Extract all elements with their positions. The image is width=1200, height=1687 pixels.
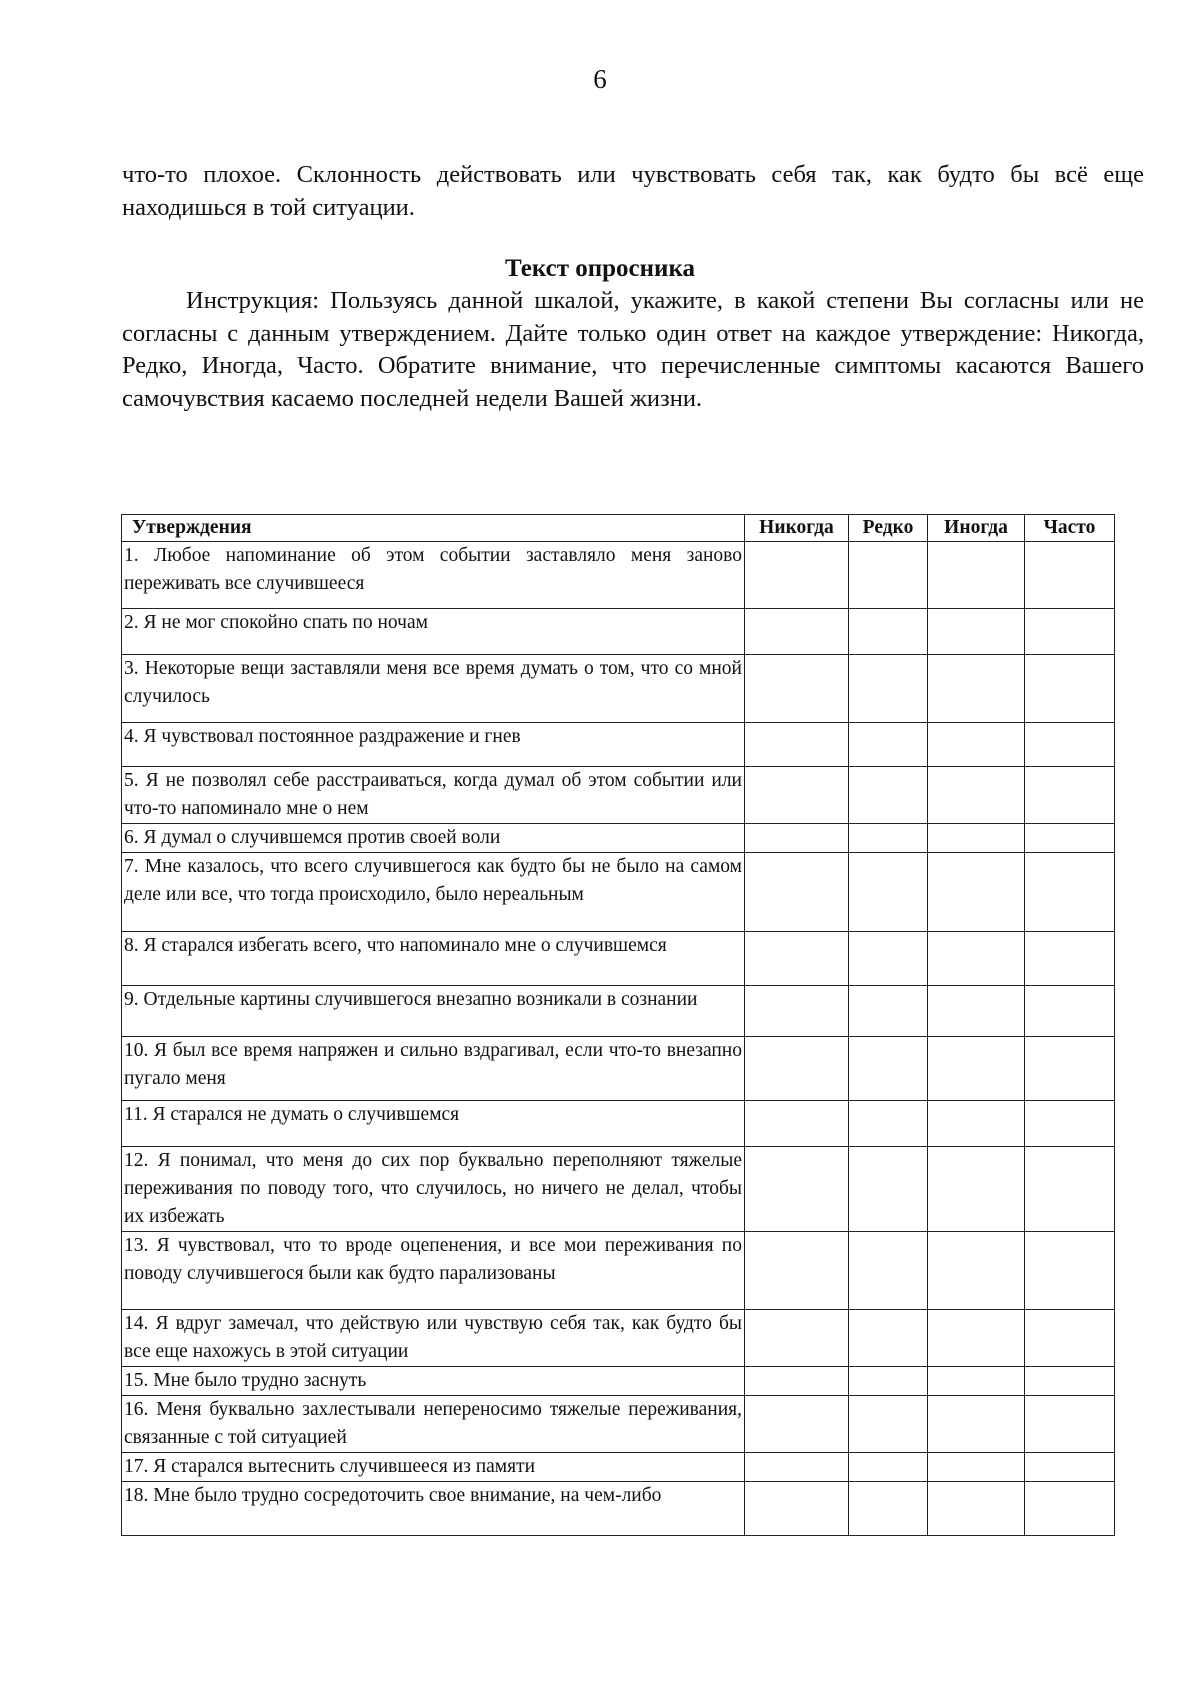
answer-cell-rarely[interactable] [849,1232,928,1310]
answer-cell-never[interactable] [745,1232,849,1310]
statement-text: 11. Я старался не думать о случившемся [122,1101,745,1147]
section-title: Текст опросника [505,255,695,282]
table-row [122,824,1115,853]
table-row [122,1367,1115,1396]
answer-cell-rarely[interactable] [849,1482,928,1536]
answer-cell-sometimes[interactable] [928,1367,1025,1396]
statement-text: 9. Отдельные картины случившегося внезапно возникали в сознании [122,986,745,1037]
table-row [122,655,1115,723]
answer-cell-never[interactable] [745,824,849,853]
answer-cell-never[interactable] [745,655,849,723]
answer-cell-never[interactable] [745,1310,849,1367]
answer-cell-never[interactable] [745,542,849,609]
answer-cell-never[interactable] [745,609,849,655]
answer-cell-rarely[interactable] [849,655,928,723]
answer-cell-sometimes[interactable] [928,932,1025,986]
statement-text: 15. Мне было трудно заснуть [122,1367,745,1396]
table-row [122,542,1115,609]
answer-cell-often[interactable] [1025,932,1115,986]
answer-cell-never[interactable] [745,1453,849,1482]
statement-text: 18. Мне было трудно сосредоточить свое внимание, на чем-либо [122,1482,745,1536]
answer-cell-sometimes[interactable] [928,609,1025,655]
answer-cell-sometimes[interactable] [928,1232,1025,1310]
answer-cell-often[interactable] [1025,824,1115,853]
answer-cell-sometimes[interactable] [928,767,1025,824]
statement-text: 3. Некоторые вещи заставляли меня все время думать о том, что со мной случилось [122,655,745,723]
table-row [122,1037,1115,1101]
statement-text: 16. Меня буквально захлестывали непереносимо тяжелые переживания, связанные с той ситуацией [122,1396,745,1453]
statement-text: 7. Мне казалось, что всего случившегося как будто бы не было на самом деле или все, что тогда происходило, было нереальным [122,853,745,932]
statement-text: 2. Я не мог спокойно спать по ночам [122,609,745,655]
header-never: Никогда [745,515,849,542]
statement-text: 8. Я старался избегать всего, что напоминало мне о случившемся [122,932,745,986]
table-row [122,1101,1115,1147]
answer-cell-rarely[interactable] [849,824,928,853]
statement-text: 6. Я думал о случившемся против своей воли [122,824,745,853]
answer-cell-often[interactable] [1025,1453,1115,1482]
answer-cell-sometimes[interactable] [928,655,1025,723]
answer-cell-rarely[interactable] [849,609,928,655]
answer-cell-sometimes[interactable] [928,542,1025,609]
answer-cell-never[interactable] [745,1367,849,1396]
answer-cell-often[interactable] [1025,609,1115,655]
answer-cell-rarely[interactable] [849,853,928,932]
statement-text: 4. Я чувствовал постоянное раздражение и гнев [122,723,745,767]
answer-cell-never[interactable] [745,1147,849,1232]
table-row [122,1147,1115,1232]
answer-cell-rarely[interactable] [849,1101,928,1147]
table-row [122,1396,1115,1453]
answer-cell-often[interactable] [1025,1310,1115,1367]
answer-cell-sometimes[interactable] [928,853,1025,932]
statement-text: 10. Я был все время напряжен и сильно вздрагивал, если что-то внезапно пугало меня [122,1037,745,1101]
statement-text: 14. Я вдруг замечал, что действую или чувствую себя так, как будто бы все еще нахожусь в этой ситуации [122,1310,745,1367]
answer-cell-often[interactable] [1025,767,1115,824]
answer-cell-rarely[interactable] [849,986,928,1037]
answer-cell-sometimes[interactable] [928,986,1025,1037]
answer-cell-never[interactable] [745,723,849,767]
answer-cell-often[interactable] [1025,1037,1115,1101]
table-row [122,1310,1115,1367]
answer-cell-often[interactable] [1025,853,1115,932]
statement-text: 17. Я старался вытеснить случившееся из памяти [122,1453,745,1482]
table-row [122,723,1115,767]
answer-cell-often[interactable] [1025,1232,1115,1310]
answer-cell-rarely[interactable] [849,1310,928,1367]
header-sometimes: Иногда [928,515,1025,542]
answer-cell-rarely[interactable] [849,723,928,767]
answer-cell-often[interactable] [1025,723,1115,767]
answer-cell-rarely[interactable] [849,542,928,609]
answer-cell-rarely[interactable] [849,1453,928,1482]
answer-cell-never[interactable] [745,986,849,1037]
header-often: Часто [1025,515,1115,542]
answer-cell-rarely[interactable] [849,1367,928,1396]
answer-cell-often[interactable] [1025,1482,1115,1536]
answer-cell-never[interactable] [745,853,849,932]
answer-cell-often[interactable] [1025,1367,1115,1396]
page-number: 6 [593,64,607,94]
statement-text: 1. Любое напоминание об этом событии заставляло меня заново переживать все случившееся [122,542,745,609]
answer-cell-never[interactable] [745,932,849,986]
answer-cell-rarely[interactable] [849,1396,928,1453]
statement-text: 13. Я чувствовал, что то вроде оцепенения, и все мои переживания по поводу случившегося были как будто парализованы [122,1232,745,1310]
answer-cell-often[interactable] [1025,1101,1115,1147]
answer-cell-often[interactable] [1025,986,1115,1037]
answer-cell-sometimes[interactable] [928,1037,1025,1101]
header-statements: Утверждения [122,515,745,542]
table-row [122,1482,1115,1536]
answer-cell-often[interactable] [1025,1147,1115,1232]
answer-cell-sometimes[interactable] [928,1396,1025,1453]
statement-text: 12. Я понимал, что меня до сих пор буквально переполняют тяжелые переживания по поводу того, что случилось, но ничего не делал, чтобы их избежать [122,1147,745,1232]
table-row [122,767,1115,824]
answer-cell-sometimes[interactable] [928,1101,1025,1147]
answer-cell-sometimes[interactable] [928,1147,1025,1232]
questionnaire-table [121,514,1115,1536]
answer-cell-sometimes[interactable] [928,824,1025,853]
instruction-paragraph: Инструкция: Пользуясь данной шкалой, укажите, в какой степени Вы согласны или не согласны с данным утверждением. Дайте только один ответ на каждое утверждение: Никогда, Редко, Иногда, Часто. Обратите внимание, что перечисленные симптомы касаются Вашего самочувствия касаемо последней недели Вашей жизни. [122,287,1144,412]
answer-cell-never[interactable] [745,1396,849,1453]
answer-cell-never[interactable] [745,767,849,824]
table-row [122,1453,1115,1482]
answer-cell-sometimes[interactable] [928,723,1025,767]
answer-cell-rarely[interactable] [849,767,928,824]
table-header-row [122,515,1115,542]
table-row [122,1232,1115,1310]
table-row [122,853,1115,932]
table-row [122,609,1115,655]
answer-cell-never[interactable] [745,1101,849,1147]
answer-cell-sometimes[interactable] [928,1310,1025,1367]
statement-text: 5. Я не позволял себе расстраиваться, когда думал об этом событии или что-то напоминало мне о нем [122,767,745,824]
table-row [122,932,1115,986]
answer-cell-rarely[interactable] [849,1037,928,1101]
answer-cell-often[interactable] [1025,655,1115,723]
answer-cell-never[interactable] [745,1482,849,1536]
answer-cell-never[interactable] [745,1037,849,1101]
answer-cell-often[interactable] [1025,542,1115,609]
intro-paragraph: что-то плохое. Склонность действовать или чувствовать себя так, как будто бы всё еще находишься в той ситуации. [122,161,1144,221]
table-row [122,986,1115,1037]
answer-cell-rarely[interactable] [849,1147,928,1232]
answer-cell-rarely[interactable] [849,932,928,986]
answer-cell-often[interactable] [1025,1396,1115,1453]
answer-cell-sometimes[interactable] [928,1453,1025,1482]
answer-cell-sometimes[interactable] [928,1482,1025,1536]
header-rarely: Редко [849,515,928,542]
